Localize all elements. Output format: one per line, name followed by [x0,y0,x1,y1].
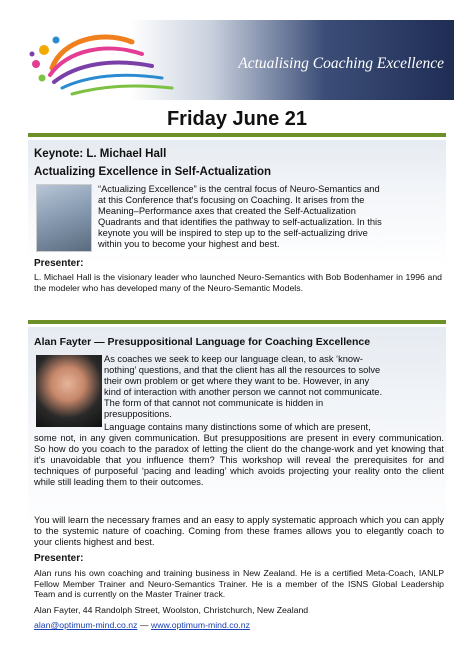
session-learning: You will learn the necessary frames and an easy to apply systematic approach which you can apply to the systemic nature of coaching. Coming from these frames allows you to elegantly coach to your clients highest and best. [34,515,444,548]
text-line: kind of interaction with another person we cannot not communicate. [104,387,383,398]
swirl-logo-icon [22,20,182,100]
text-line: Quadrants and that identifies the pathway to self-actualization. In this [98,217,382,228]
presenter-bio: Alan runs his own coaching and training business in New Zealand. He is a certified Meta-Coach, IANLP Fellow Member Trainer and Neuro-Semantics Trainer. He is a member of the ISNS Global Leadership Team and is currently on the Master Trainer track. [34,568,444,600]
session-title: Alan Fayter — Presuppositional Language for Coaching Excellence [34,336,371,348]
contact-links [34,620,250,630]
text-line: their own problem or get where they want to be. However, in any [104,376,370,387]
header-banner [0,0,474,104]
text-line: The form of that cannot not communicate is hidden in [104,398,324,409]
presenter-address: Alan Fayter, 44 Randolph Street, Woolston, Christchurch, New Zealand [34,605,309,615]
text-line: at this Conference that’s focusing on Coaching. It arises from the [98,195,365,206]
speaker-photo-michael-hall [36,184,92,252]
session-intro [104,354,444,433]
text-line: As coaches we seek to keep our language clean, to ask ‘know- [104,354,363,364]
page-date: Friday June 21 [166,108,308,130]
text-line: Language contains many distinctions some of which are present, [104,421,371,432]
website-link[interactable]: www.optimum-mind.co.nz [151,620,250,630]
keynote-description [98,184,444,251]
email-link[interactable]: alan@optimum-mind.co.nz [34,620,138,630]
presenter-label: Presenter: [34,553,84,564]
section-divider [28,320,446,324]
session-body: some not, in any given communication. But presuppositions are present in every communication. So how do you coach to the paradox of letting the client do the change-work and yet knowing that it’s unavoidable that you influence them? This workshop will reveal the prerequisites for and techniques of purposeful ‘pacing and leading’ which avoids projecting your reality onto the client while still leading them to their outcomes. [34,433,444,488]
text-line: presuppositions. [104,409,172,420]
presenter-bio: L. Michael Hall is the visionary leader who launched Neuro-Semantics with Bob Bodenhamer in 1996 and the modeler who has developed many of the Neuro-Semantic Models. [34,272,442,293]
keynote-label: Keynote: L. Michael Hall [34,148,167,160]
section-divider [28,133,446,137]
text-line: keynote you will be inspired to step up to the self-actualizing drive [98,228,368,239]
text-line: Meaning–Performance axes that created the Self-Actualization [98,206,356,217]
banner-title: Actualising Coaching Excellence [238,55,444,72]
text-line: within you to become your highest and best. [98,239,280,250]
text-line: nothing’ questions, and that the client has all the resources to solve [104,365,381,376]
presenter-label: Presenter: [34,258,84,269]
keynote-title: Actualizing Excellence in Self-Actualization [34,166,272,178]
text-line: “Actualizing Excellence” is the central focus of Neuro-Semantics and [98,184,380,194]
link-separator: — [139,620,149,630]
speaker-photo-alan-fayter [36,355,102,427]
